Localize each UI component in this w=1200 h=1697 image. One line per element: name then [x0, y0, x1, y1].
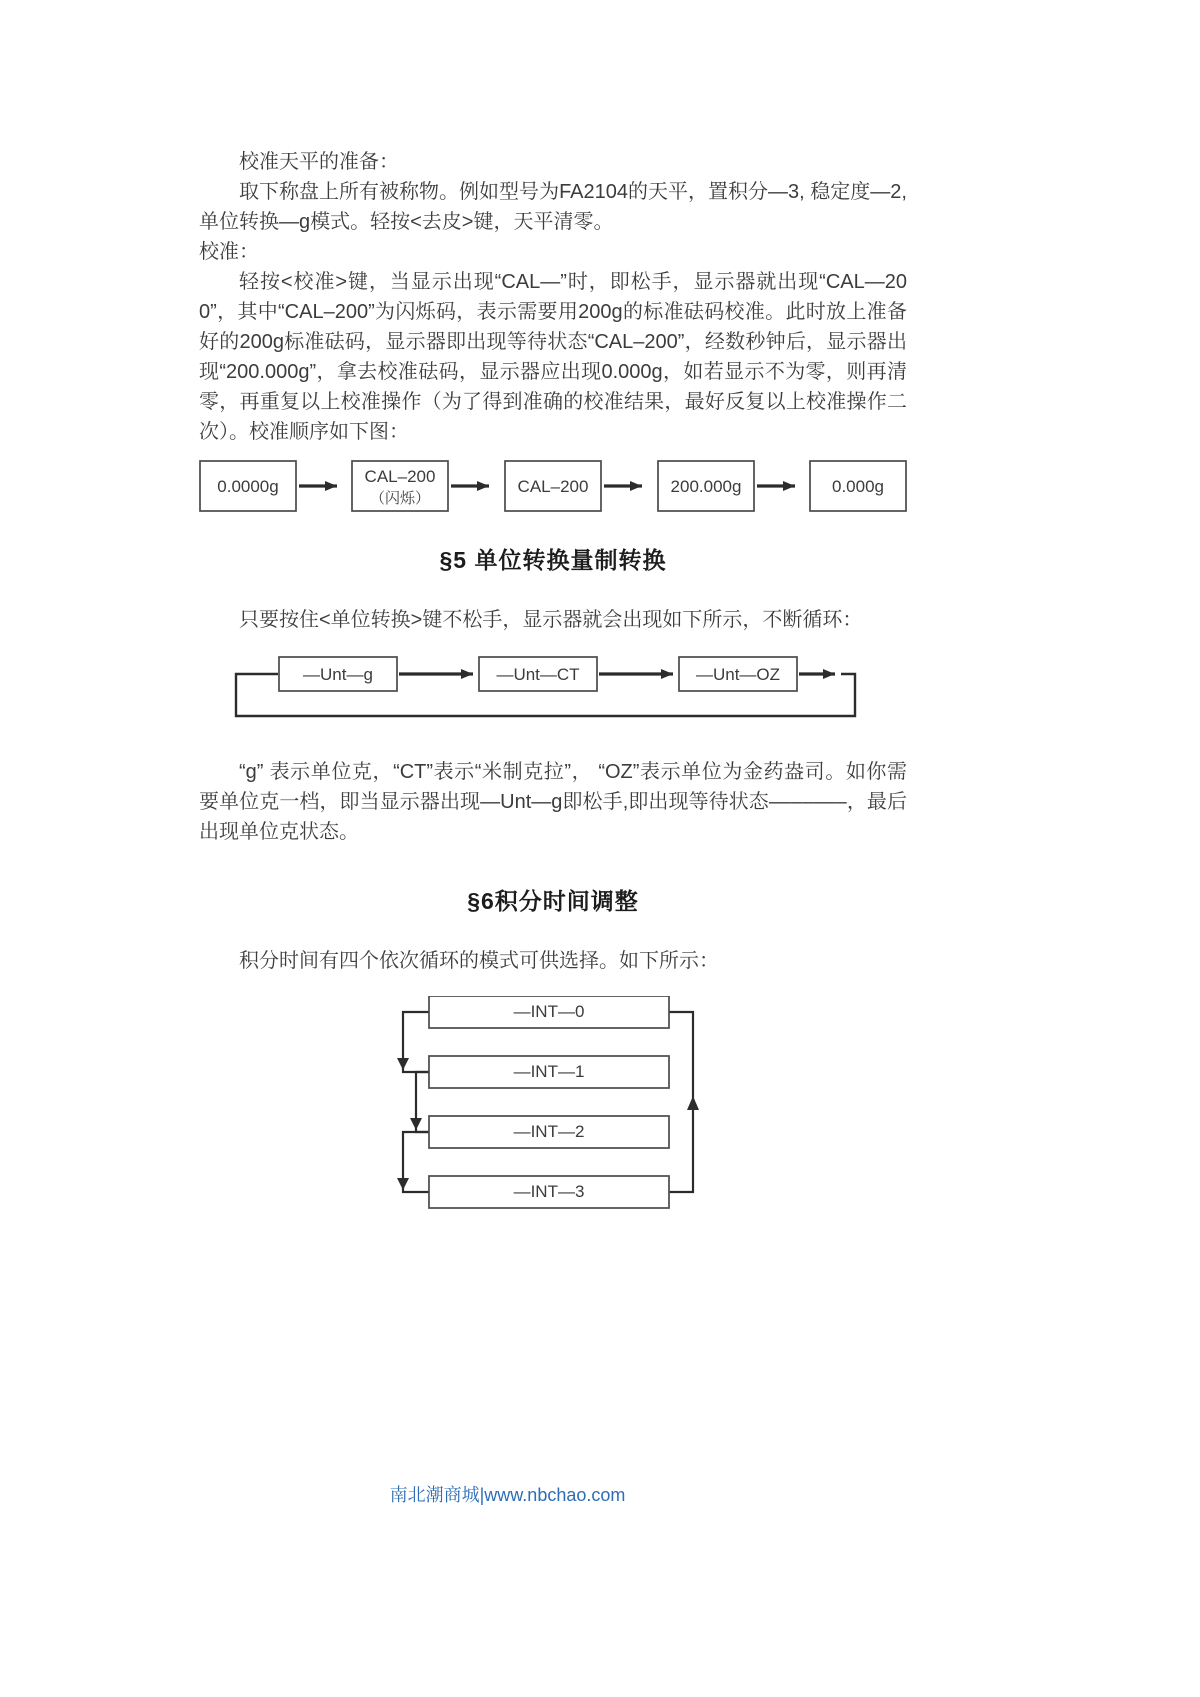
int-box-label: —INT—1 [513, 1062, 585, 1081]
arrow-down-head [397, 1178, 409, 1190]
unit-box-label: —Unt—CT [496, 665, 580, 684]
int-box-label: —INT—0 [513, 1002, 585, 1021]
section5-heading: §5 单位转换量制转换 [439, 547, 667, 573]
arrow-down-head [410, 1118, 422, 1130]
loop-connector [669, 1012, 693, 1192]
unit-box-label: —Unt—OZ [695, 665, 781, 684]
section5-para-1: 只要按住<单位转换>键不松手，显示器就会出现如下所示，不断循环： [239, 609, 863, 631]
flow-box-label: 0.000g [832, 477, 884, 496]
unit-loop-diagram [199, 649, 859, 733]
flow-box-label: 200.000g [670, 477, 742, 496]
intro-para-2: 取下称盘上所有被称物。例如型号为FA2104的天平，置积分—3, 稳定度—2, 单位转换—g模式。轻按<去皮>键，天平清零。 [199, 181, 907, 233]
intro-para-3: 校准： [199, 241, 259, 263]
intro-para-1: 校准天平的准备： [239, 151, 399, 173]
flow-box-label: 0.0000g [217, 477, 279, 496]
int-box-label: —INT—2 [513, 1122, 585, 1141]
flow-box-label: CAL–200 [364, 467, 436, 486]
loop-connector [403, 1132, 429, 1192]
intro-para-4: 轻按<校准>键，当显示出现“CAL—”时，即松手，显示器就出现“CAL—200”，其中“CAL–200”为闪烁码，表示需要用200g的标准砝码校准。此时放上准备好的200g标准砝码，显示器即出现等待状态“CAL–200”，经数秒钟后，显示器出现“200.000g”，拿去校准砝码，显示器应出现0.000g，如若显示不为零，则再清零，再重复以上校准操作（为了得到准确的校准结果，最好反复以上校准操作二次）。校准顺序如下图： [199, 271, 907, 443]
calibration-flow-diagram [199, 457, 907, 515]
section5-para-2: “g” 表示单位克，“CT”表示“米制克拉”， “OZ”表示单位为金药盎司。如你需要单位克一档，即当显示器出现—Unt—g即松手,即出现等待状态–––––––，最后出现单位克状态。 [199, 761, 907, 843]
flow-box-label: CAL–200 [517, 477, 589, 496]
flow-box-sublabel: （闪烁） [369, 490, 431, 507]
unit-box-label: —Unt—g [303, 665, 373, 684]
arrow-down-head [397, 1058, 409, 1070]
section6-para-1: 积分时间有四个依次循环的模式可供选择。如下所示： [239, 950, 719, 972]
int-box-label: —INT—3 [513, 1182, 585, 1201]
section6-heading: §6积分时间调整 [467, 888, 639, 914]
manual-page [199, 147, 907, 1210]
footer-watermark: 南北潮商城|www.nbchao.com [389, 1485, 626, 1505]
loop-connector [403, 1012, 429, 1072]
arrow-up-head [687, 1096, 699, 1110]
integration-loop-diagram [389, 996, 709, 1210]
